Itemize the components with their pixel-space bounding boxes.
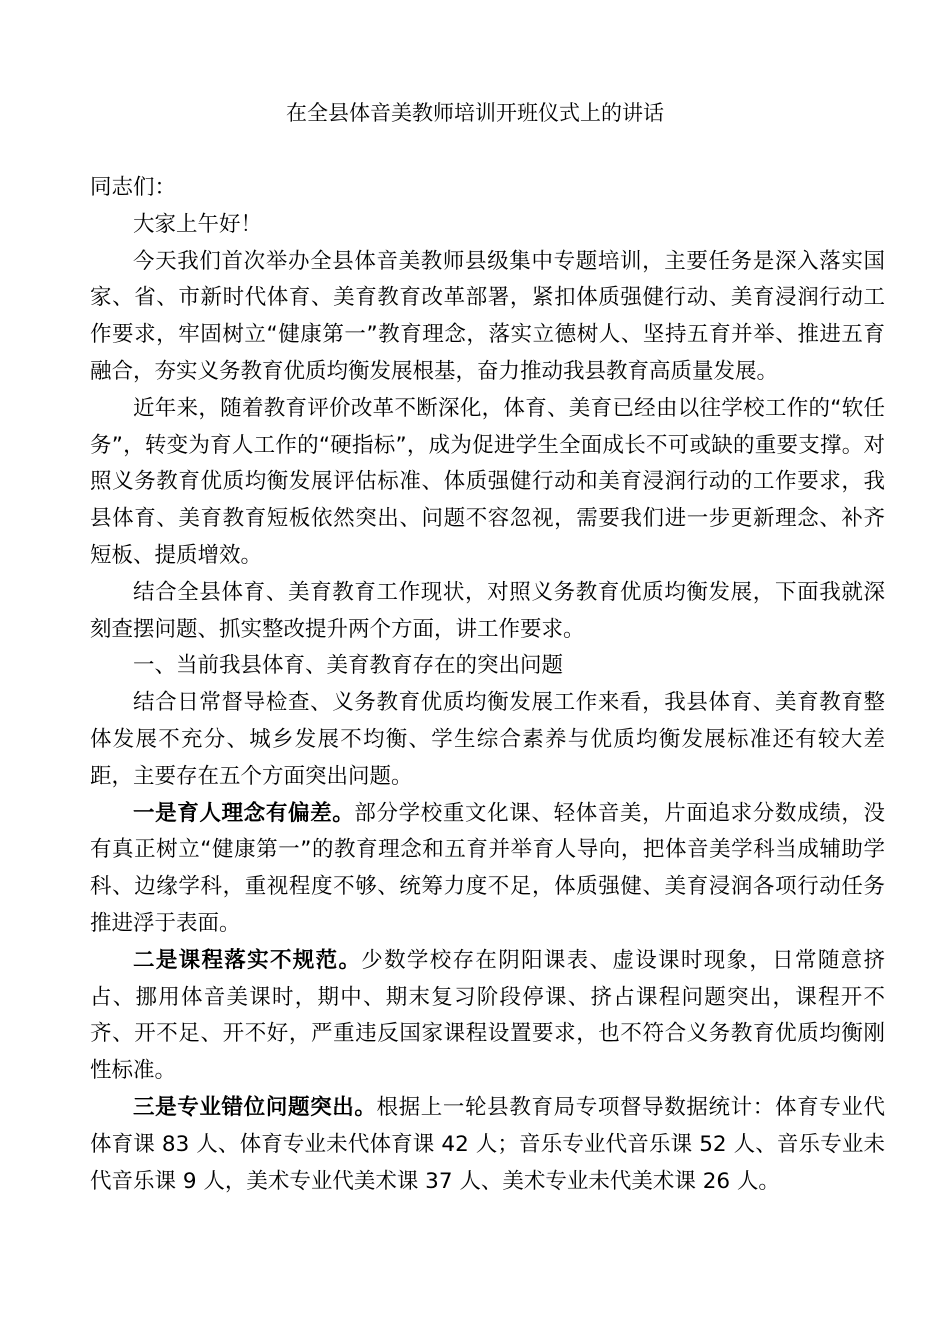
section-heading-1: 一、当前我县体育、美育教育存在的突出问题 bbox=[133, 653, 564, 679]
point-1-text: 部分学校重文化课、轻体音美，片面追求分数成绩，没有真正树立“健康第一”的教育理念和五育并举育人导向，把体音美学科当成辅助学科、边缘学科，重视程度不够、统筹力度不足，体质强健、美育浸润各项行动任务推进浮于表面。 bbox=[90, 800, 885, 936]
point-2-lead: 二是课程落实不规范。 bbox=[133, 947, 362, 973]
salutation: 同志们： bbox=[90, 175, 177, 200]
paragraph-2: 近年来，随着教育评价改革不断深化，体育、美育已经由以往学校工作的“软任务”，转变为育人工作的“硬指标”，成为促进学生全面成长不可或缺的重要支撑。对照义务教育优质均衡发展评估标准、体质强健行动和美育浸润行动的工作要求，我县体育、美育教育短板依然突出、问题不容忽视，需要我们进一步更新理念、补齐短板、提质增效。 bbox=[90, 395, 885, 568]
paragraph-6 bbox=[90, 943, 885, 1090]
point-2-text: 少数学校存在阴阳课表、虚设课时现象，日常随意挤占、挪用体音美课时，期中、期末复习阶段停课、挤占课程问题突出，课程开不齐、开不足、开不好，严重违反国家课程设置要求，也不符合义务教育优质均衡刚性标准。 bbox=[90, 947, 885, 1084]
point-3-text: 根据上一轮县教育局专项督导数据统计：体育专业代体育课 83 人、体育专业未代体育课 42 人；音乐专业代音乐课 52 人、音乐专业未代音乐课 9 人，美术专业代美术课 37 人、美术专业未代美术课 26 人。 bbox=[90, 1094, 885, 1194]
greeting: 大家上午好！ bbox=[133, 211, 263, 237]
paragraph-3: 结合全县体育、美育教育工作现状，对照义务教育优质均衡发展，下面我就深刻查摆问题、抓实整改提升两个方面，讲工作要求。 bbox=[90, 579, 885, 642]
paragraph-4: 结合日常督导检查、义务教育优质均衡发展工作来看，我县体育、美育教育整体发展不充分、城乡发展不均衡、学生综合素养与优质均衡发展标准还有较大差距，主要存在五个方面突出问题。 bbox=[90, 690, 885, 789]
document-body bbox=[90, 170, 885, 1200]
paragraph-5 bbox=[90, 796, 885, 943]
point-1-lead: 一是育人理念有偏差。 bbox=[133, 800, 355, 826]
paragraph-1: 今天我们首次举办全县体音美教师县级集中专题培训，主要任务是深入落实国家、省、市新时代体育、美育教育改革部署，紧扣体质强健行动、美育浸润行动工作要求，牢固树立“健康第一”教育理念，落实立德树人、坚持五育并举、推进五育融合，夯实义务教育优质均衡发展根基，奋力推动我县教育高质量发展。 bbox=[90, 248, 885, 384]
point-3-lead: 三是专业错位问题突出。 bbox=[133, 1094, 377, 1120]
paragraph-7 bbox=[90, 1090, 885, 1200]
document-title: 在全县体音美教师培训开班仪式上的讲话 bbox=[286, 101, 664, 125]
